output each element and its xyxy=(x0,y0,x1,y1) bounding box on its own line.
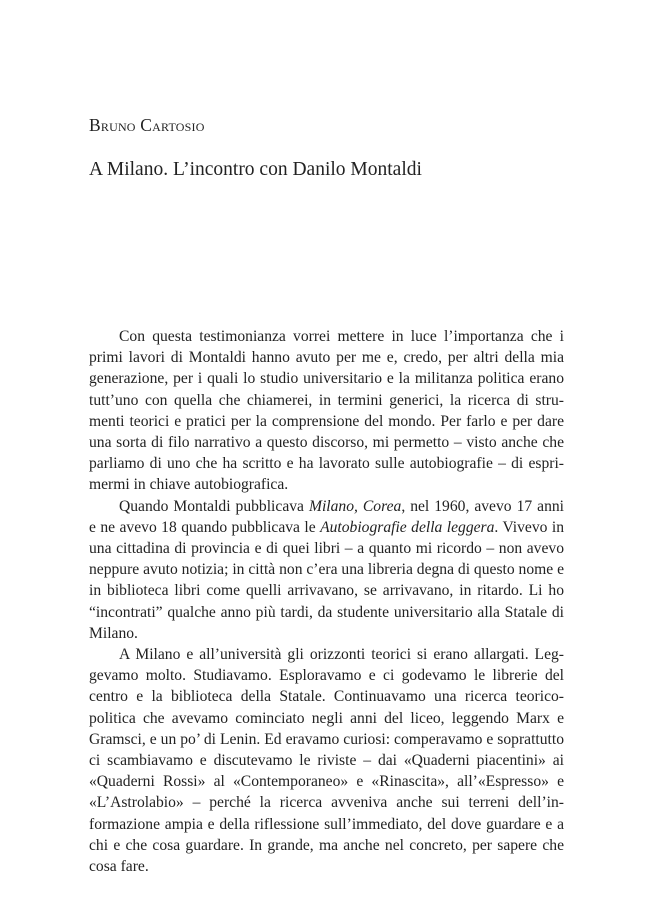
author-name: Bruno Cartosio xyxy=(89,115,205,135)
paragraph-2-text-c: . Vivevo in una cittadina di provincia e di quei libri – a quanto mi ricordo – non avevo neppure avuto notizia; in città non c’era una libreria degna di questo nome e in biblioteca libri come quelli arrivavano, se arrivavano, in ritardo. Li ho “incontrati” qualche anno più tardi, da studente universitario alla Statale di Milano. xyxy=(89,518,565,642)
paragraph-3: A Milano e all’università gli orizzonti teorici si erano allargati. Leggevamo molto. Studiavamo. Esploravamo e ci godevamo le librerie del centro e la biblioteca della Statale. Continuavamo una ricerca teorico-politica che avevamo cominciato negli anni del liceo, leggendo Marx e Gramsci, e un po’ di Lenin. Ed eravamo curiosi: comperavamo e soprattutto ci scambiavamo e discutevamo le riviste – dai «Quaderni piacentini» ai «Quaderni Rossi» al «Contemporaneo» e «Rinascita», all’«Espresso» e «L’Astrolabio» – perché la ricerca avveniva anche sui terreni dell’informazione ampia e della riflessione sull’immediato, del dove guardare e a chi e che cosa guardare. In grande, ma anche nel concreto, per sapere che cosa fare. xyxy=(89,646,564,876)
paragraph-1: Con questa testimonianza vorrei mettere in luce l’importanza che i primi lavori di Montaldi hanno avuto per me e, credo, per altri della mia generazione, per i quali lo studio universitario e la militanza politica erano tutt’uno con quella che chiamerei, in termini generici, la ricerca di strumenti teorici e pratici per la comprensione del mondo. Per farlo e per dare una sorta di filo narrativo a questo discorso, mi permetto – visto anche che parliamo di uno che ha scritto e ha lavorato sulle autobiografie – di esprimermi in chiave autobiografica. xyxy=(89,328,564,494)
body-text xyxy=(89,326,564,877)
paragraph-2-text-a: Quando Montaldi pubblicava xyxy=(119,497,309,515)
book-title-autobiografie: Autobiografie della leggera xyxy=(320,518,495,536)
paragraph-2-text-b: , nel 1960, avevo 17 anni e ne avevo 18 quando pubblicava le xyxy=(89,497,565,536)
book-title-milano-corea: Milano, Corea xyxy=(308,497,402,515)
paragraph-2 xyxy=(89,496,564,644)
chapter-title: A Milano. L’incontro con Danilo Montaldi xyxy=(89,159,422,180)
